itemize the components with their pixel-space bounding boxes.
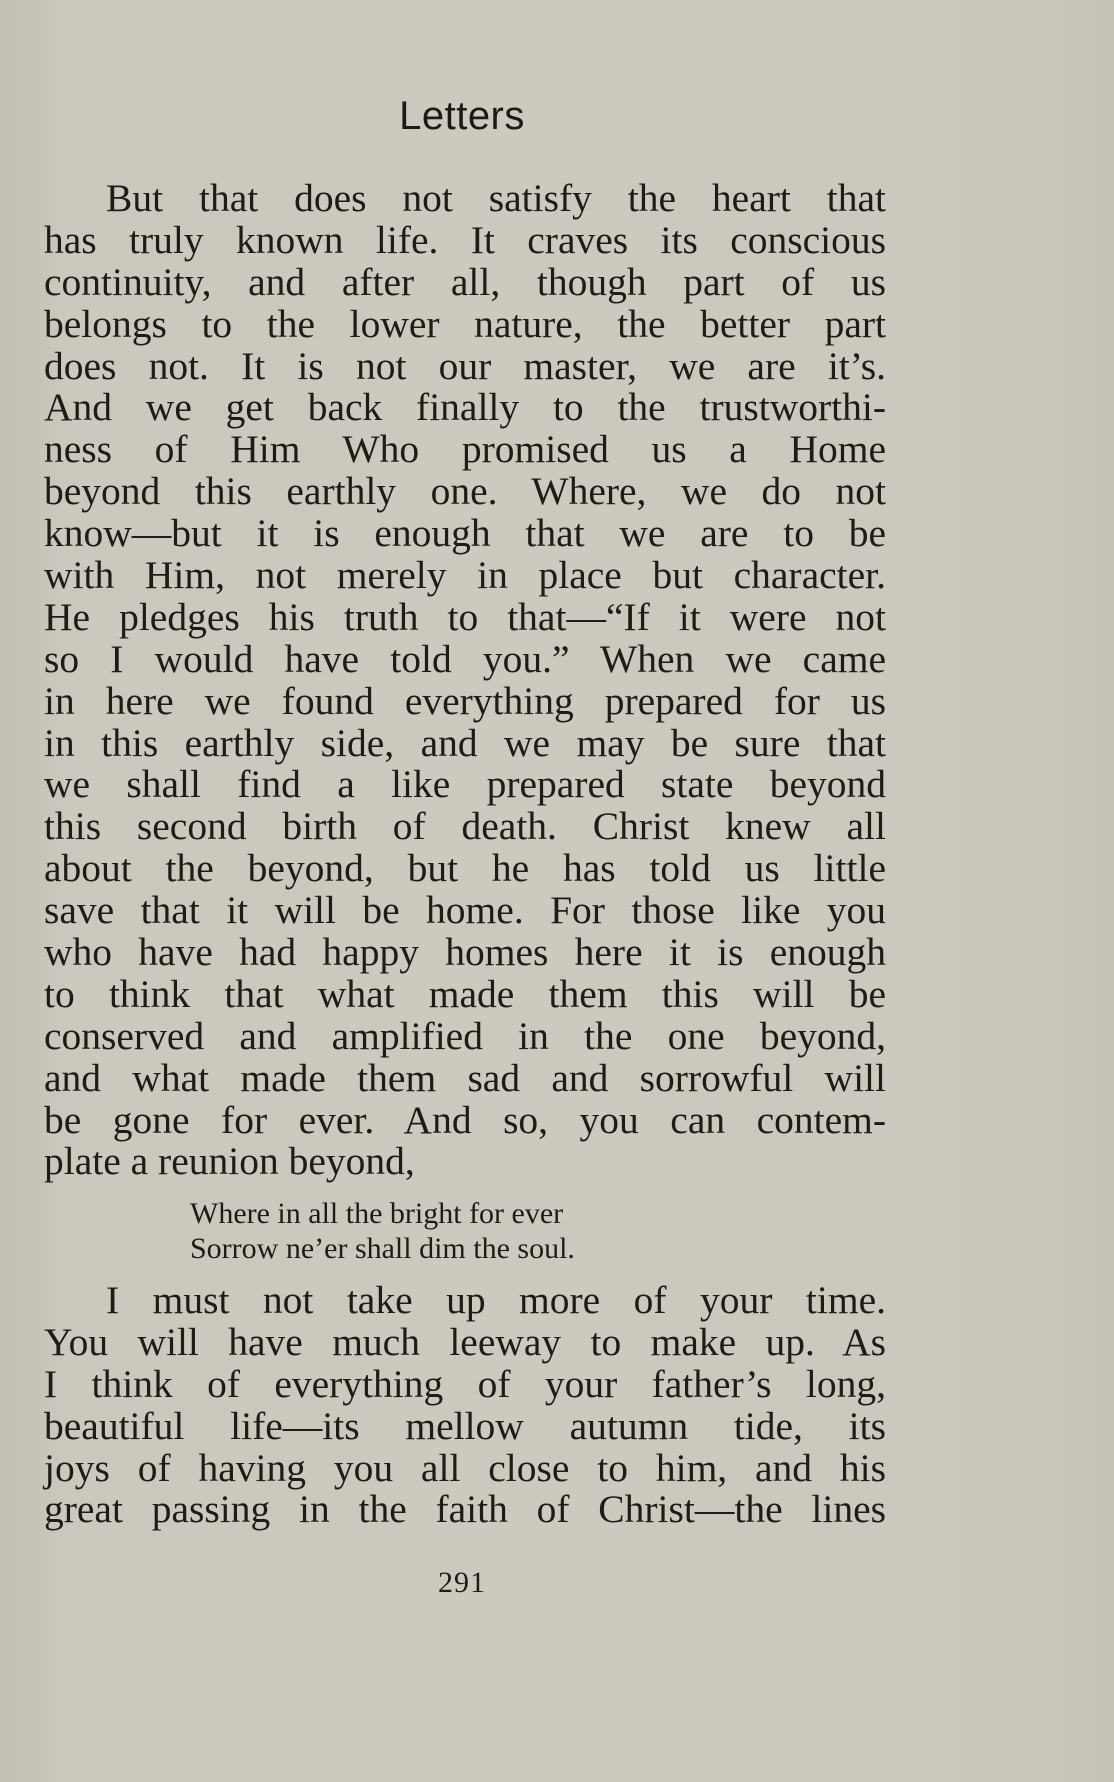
text-line: belongs to the lower nature, the better part xyxy=(44,301,886,346)
text-line: He pledges his truth to that—“If it were not xyxy=(44,594,886,639)
text-line: great passing in the faith of Christ—the lines xyxy=(44,1487,886,1532)
text-line: has truly known life. It craves its conscious xyxy=(44,217,886,262)
text-line: be gone for ever. And so, you can contem- xyxy=(44,1097,886,1142)
text-line: we shall find a like prepared state beyond xyxy=(44,762,886,807)
text-line: with Him, not merely in place but character. xyxy=(44,553,886,598)
running-head: Letters xyxy=(399,94,525,138)
page-number: 291 xyxy=(438,1566,486,1599)
text-line: who have had happy homes here it is enough xyxy=(44,930,886,975)
text-line: plate a reunion beyond, xyxy=(44,1139,415,1184)
text-line: in here we found everything prepared for us xyxy=(44,678,886,723)
paragraph-1 xyxy=(44,178,886,1183)
text-line: conserved and amplified in the one beyond, xyxy=(44,1013,886,1058)
verse-quotation xyxy=(190,1196,575,1266)
text-line: And we get back finally to the trustworthi- xyxy=(44,385,886,430)
text-line: in this earthly side, and we may be sure that xyxy=(44,720,886,765)
text-line: beyond this earthly one. Where, we do not xyxy=(44,469,886,514)
text-line: this second birth of death. Christ knew all xyxy=(44,804,886,849)
text-line: But that does not satisfy the heart that xyxy=(106,176,886,220)
text-line: beautiful life—its mellow autumn tide, its xyxy=(44,1403,886,1448)
verse-line: Sorrow ne’er shall dim the soul. xyxy=(190,1232,575,1265)
text-line: joys of having you all close to him, and his xyxy=(44,1445,886,1490)
text-line: ness of Him Who promised us a Home xyxy=(44,427,886,472)
text-line: to think that what made them this will be xyxy=(44,971,886,1016)
paragraph-2 xyxy=(44,1280,886,1531)
text-line: about the beyond, but he has told us little xyxy=(44,846,886,891)
text-line: I think of everything of your father’s long, xyxy=(44,1361,886,1406)
text-line: You will have much leeway to make up. As xyxy=(44,1319,886,1364)
text-line: does not. It is not our master, we are it’s. xyxy=(44,343,886,388)
text-line: know—but it is enough that we are to be xyxy=(44,511,886,556)
text-line: continuity, and after all, though part of us xyxy=(44,259,886,304)
text-line: I must not take up more of your time. xyxy=(106,1278,886,1322)
verse-line: Where in all the bright for ever xyxy=(190,1197,564,1230)
text-line: so I would have told you.” When we came xyxy=(44,636,886,681)
text-line: and what made them sad and sorrowful will xyxy=(44,1055,886,1100)
text-line: save that it will be home. For those like you xyxy=(44,888,886,933)
